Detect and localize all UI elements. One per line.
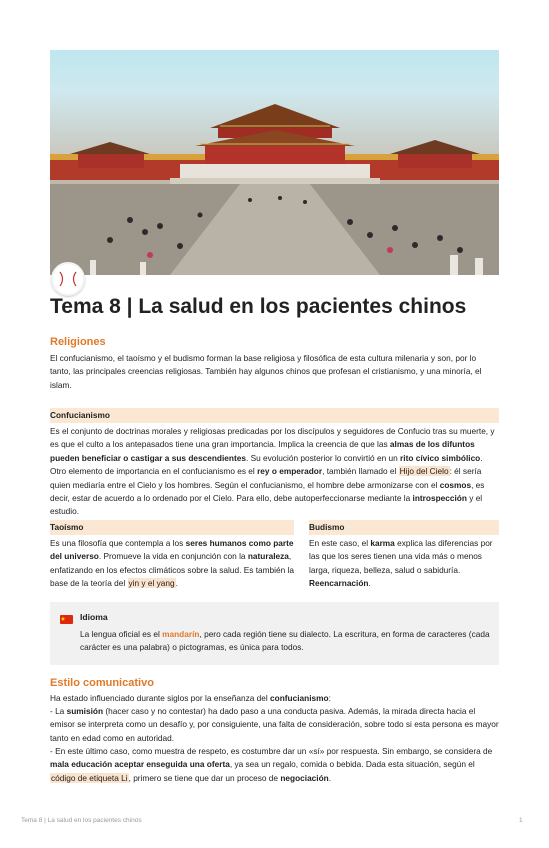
highlight-hijo-del-cielo: Hijo del Cielo [399,466,449,477]
page-title: Tema 8 | La salud en los pacientes chinos [50,295,467,318]
idioma-box [50,602,499,665]
idioma-heading: Idioma [80,612,108,622]
confucianismo-heading: Confucianismo [50,408,499,423]
taoismo-text: Es una filosofía que contempla a los seres humanos como parte del universo. Promueve la vida en conjunción con la naturaleza, enfatizando en los efectos climáticos sobre la salud. Es también la base de la teoría del yin y el yang. [50,538,294,589]
section-heading-estilo: Estilo comunicativo [50,677,154,689]
hero-image [50,50,499,275]
budismo-text: En este caso, el karma explica las diferencias por las que los seres tienen una vida más o menos larga, riqueza, belleza, salud o sabiduría. Reencarnación. [309,538,493,589]
religiones-intro: El confucianismo, el taoísmo y el budismo forman la base religiosa y filosófica de esta cultura milenaria y son, por lo tanto, las principales creencias religiosas. También hay algunos chinos que profesan el cristianismo, y una minoría, el islam. [50,353,482,390]
china-flag-icon [60,615,73,624]
forbidden-city-photo [50,50,499,275]
estilo-line-1: Ha estado influenciado durante siglos por la enseñanza del confucianismo: [50,693,331,703]
baseball-icon [51,262,85,296]
highlight-mandarin: mandarín [162,629,200,639]
section-heading-religiones: Religiones [50,336,106,348]
estilo-line-2: - La sumisión (hacer caso y no contestar) ha dado paso a una conducta pasiva. Además, la mirada directa hacia el emisor se interpreta como un desafío y, por consiguiente, una falta de consideración, sobre todo si esta persona es mayor tanto en edad como en autoridad. [50,706,499,743]
budismo-heading: Budismo [309,520,499,535]
confucianismo-text: Es el conjunto de doctrinas morales y religiosas predicadas por los discípulos y seguidores de Confucio tras su muerte, y es que el culto a los antepasados tiene una gran importancia. Implica la creencia de que las almas de los difuntos pueden beneficiar o castigar a sus descendientes. Su evolución posterior lo convirtió en un rito cívico simbólico. Otro elemento de importancia en el confucianismo es el rey o emperador, también llamado el Hijo del Cielo: él sería quien mediaría entre el Cielo y los hombres. Según el confucianismo, el hombre debe armonizarse con el cosmos, es decir, estar de acuerdo a lo ordenado por el Cielo. Para ello, debe autoperfeccionarse mediante la introspección y el estudio. [50,426,495,517]
footer-title: Tema 8 | La salud en los pacientes chinos [21,817,142,824]
highlight-codigo-li: código de etiqueta Li [51,772,128,783]
taoismo-heading: Taoísmo [50,520,294,535]
idioma-text: La lengua oficial es el mandarín, pero cada región tiene su dialecto. La escritura, en forma de caracteres (cada carácter es una palabra) o pictogramas, es única para todos. [80,629,490,653]
estilo-line-3: - En este último caso, como muestra de respeto, es costumbre dar un «sí» por respuesta. Sin embargo, se considera de mala educación aceptar enseguida una oferta, ya sea un regalo, comida o bebida. Dada esta situación, según el código de etiqueta Li, primero se tiene que dar un proceso de negociación. [50,746,493,783]
page-number: 1 [519,817,523,824]
highlight-yin-yang: yin y el yang [128,578,175,589]
